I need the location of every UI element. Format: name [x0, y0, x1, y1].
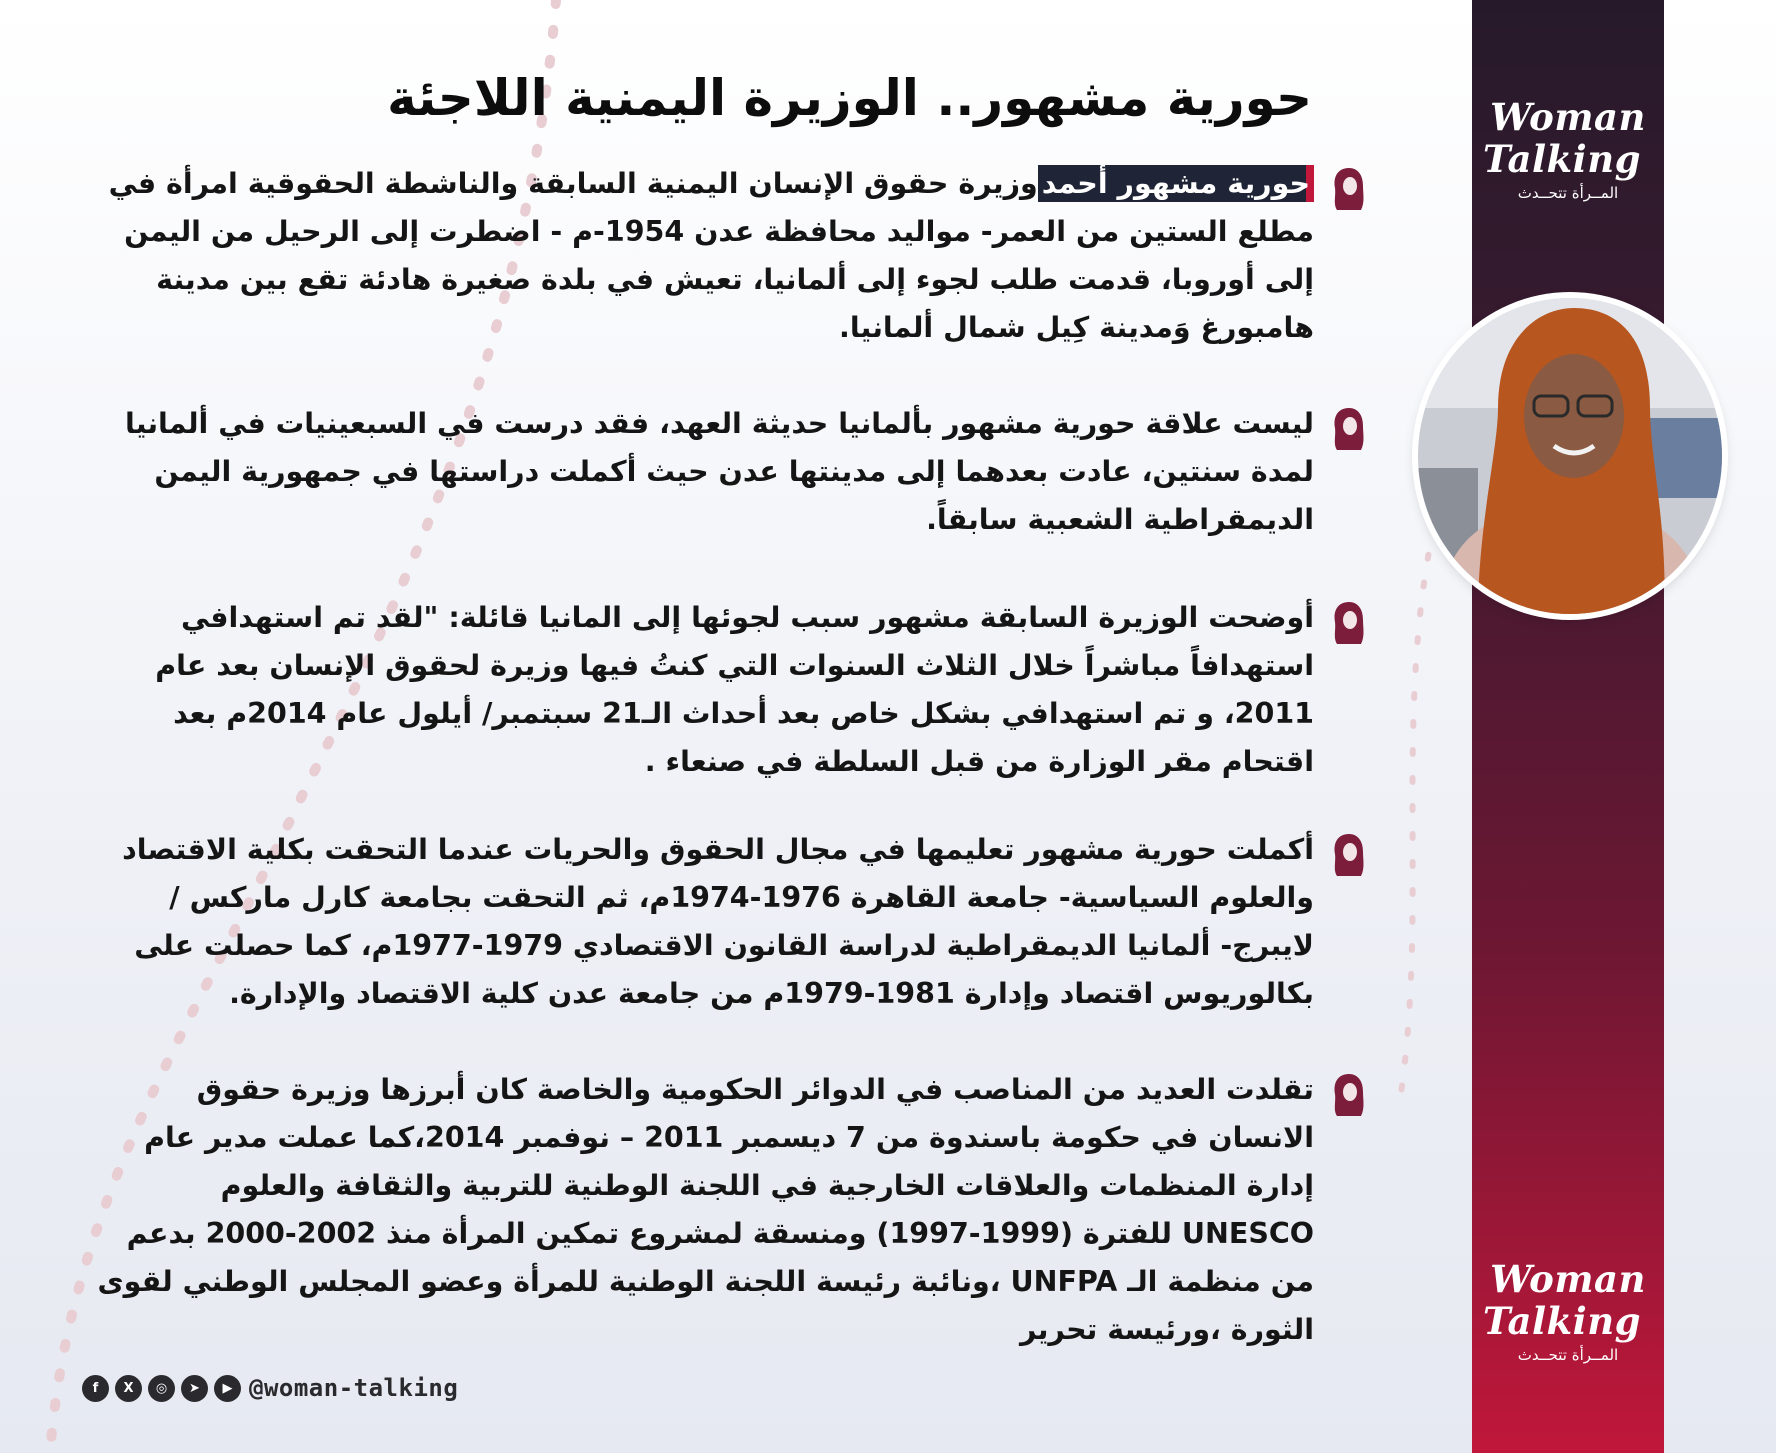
woman-head-bullet-icon: [1329, 830, 1369, 878]
brand-side-band: [1472, 0, 1664, 1453]
paragraph-1-text: وزيرة حقوق الإنسان اليمنية السابقة والناشطة الحقوقية امرأة في مطلع الستين من العمر- مواليد محافظة عدن 1954-م - اضطرت إلى الرحيل من اليمن إلى أوروبا، قدمت طلب لجوء إلى ألمانيا، تعيش في بلدة صغيرة هادئة تقع بين مدينة هامبورغ وَمدينة كِيل شمال ألمانيا.: [108, 167, 1314, 344]
paragraph-5: تقلدت العديد من المناصب في الدوائر الحكومية والخاصة كان أبرزها وزيرة حقوق الانسان في حكومة باسندوة من 7 ديسمبر 2011 – نوفمبر 2014،كما عملت مدير عام إدارة المنظمات والعلاقات الخارجية في اللجنة الوطنية للتربية والثقافة والعلوم UNESCO للفترة (1999-1997) ومنسقة لمشروع تمكين المرأة منذ 2002-2000 بدعم من منظمة الـ UNFPA ،ونائبة رئيسة اللجنة الوطنية للمرأة وعضو المجلس الوطني لقوى الثورة ،ورئيسة تحرير: [97, 1073, 1314, 1346]
brand-arabic-tagline: المــرأة تتحــدث: [1517, 184, 1619, 202]
instagram-icon[interactable]: ◎: [148, 1375, 175, 1402]
article-title: حورية مشهور.. الوزيرة اليمنية اللاجئة: [387, 69, 1312, 127]
woman-head-bullet-icon: [1329, 164, 1369, 212]
paragraph-4: أكملت حورية مشهور تعليمها في مجال الحقوق والحريات عندما التحقت بكلية الاقتصاد والعلوم السياسية- جامعة القاهرة 1976-1974م، ثم التحقت بجامعة كارل ماركس / لايبرج- ألمانيا الديمقراطية لدراسة القانون الاقتصادي 1979-1977م، كما حصلت على بكالوريوس اقتصاد وإدارة 1981-1979م من جامعة عدن كلية الاقتصاد والإدارة.: [122, 833, 1314, 1010]
brand-arabic-tagline: المــرأة تتحــدث: [1517, 1346, 1619, 1364]
brand-logo-bottom: [1472, 1258, 1664, 1366]
woman-head-bullet-icon: [1329, 404, 1369, 452]
brand-word-2: Talking: [1483, 137, 1641, 181]
facebook-icon[interactable]: f: [82, 1375, 109, 1402]
woman-head-bullet-icon: [1329, 1070, 1369, 1118]
paragraph-1: [92, 160, 1314, 352]
woman-head-bullet-icon: [1329, 598, 1369, 646]
brand-word-2: Talking: [1483, 1299, 1641, 1343]
youtube-icon[interactable]: ▶: [214, 1375, 241, 1402]
telegram-icon[interactable]: ➤: [181, 1375, 208, 1402]
brand-word-1: Woman: [1490, 95, 1646, 139]
paragraph-3: أوضحت الوزيرة السابقة مشهور سبب لجوئها إلى المانيا قائلة: "لقد تم استهدافي استهدافاً مباشراً خلال الثلاث السنوات التي كنتُ فيها وزيرة لحقوق الإنسان بعد عام 2011، و تم استهدافي بشكل خاص بعد أحداث الـ21 سبتمبر/ أيلول عام 2014م بعد اقتحام مقر الوزارة من قبل السلطة في صنعاء .: [155, 601, 1314, 778]
brand-logo-top: [1472, 96, 1664, 204]
social-handle[interactable]: @woman-talking: [249, 1374, 459, 1402]
social-links: [82, 1372, 458, 1404]
brand-word-1: Woman: [1490, 1257, 1646, 1301]
paragraph-2: ليست علاقة حورية مشهور بألمانيا حديثة العهد، فقد درست في السبعينيات في ألمانيا لمدة سنتين، عادت بعدهما إلى مدينتها عدن حيث أكملت دراستها في جمهورية اليمن الديمقراطية الشعبية سابقاً.: [125, 407, 1314, 536]
portrait-photo: [1418, 298, 1722, 614]
name-highlight: حورية مشهور أحمد: [1038, 165, 1314, 202]
x-icon[interactable]: X: [115, 1375, 142, 1402]
